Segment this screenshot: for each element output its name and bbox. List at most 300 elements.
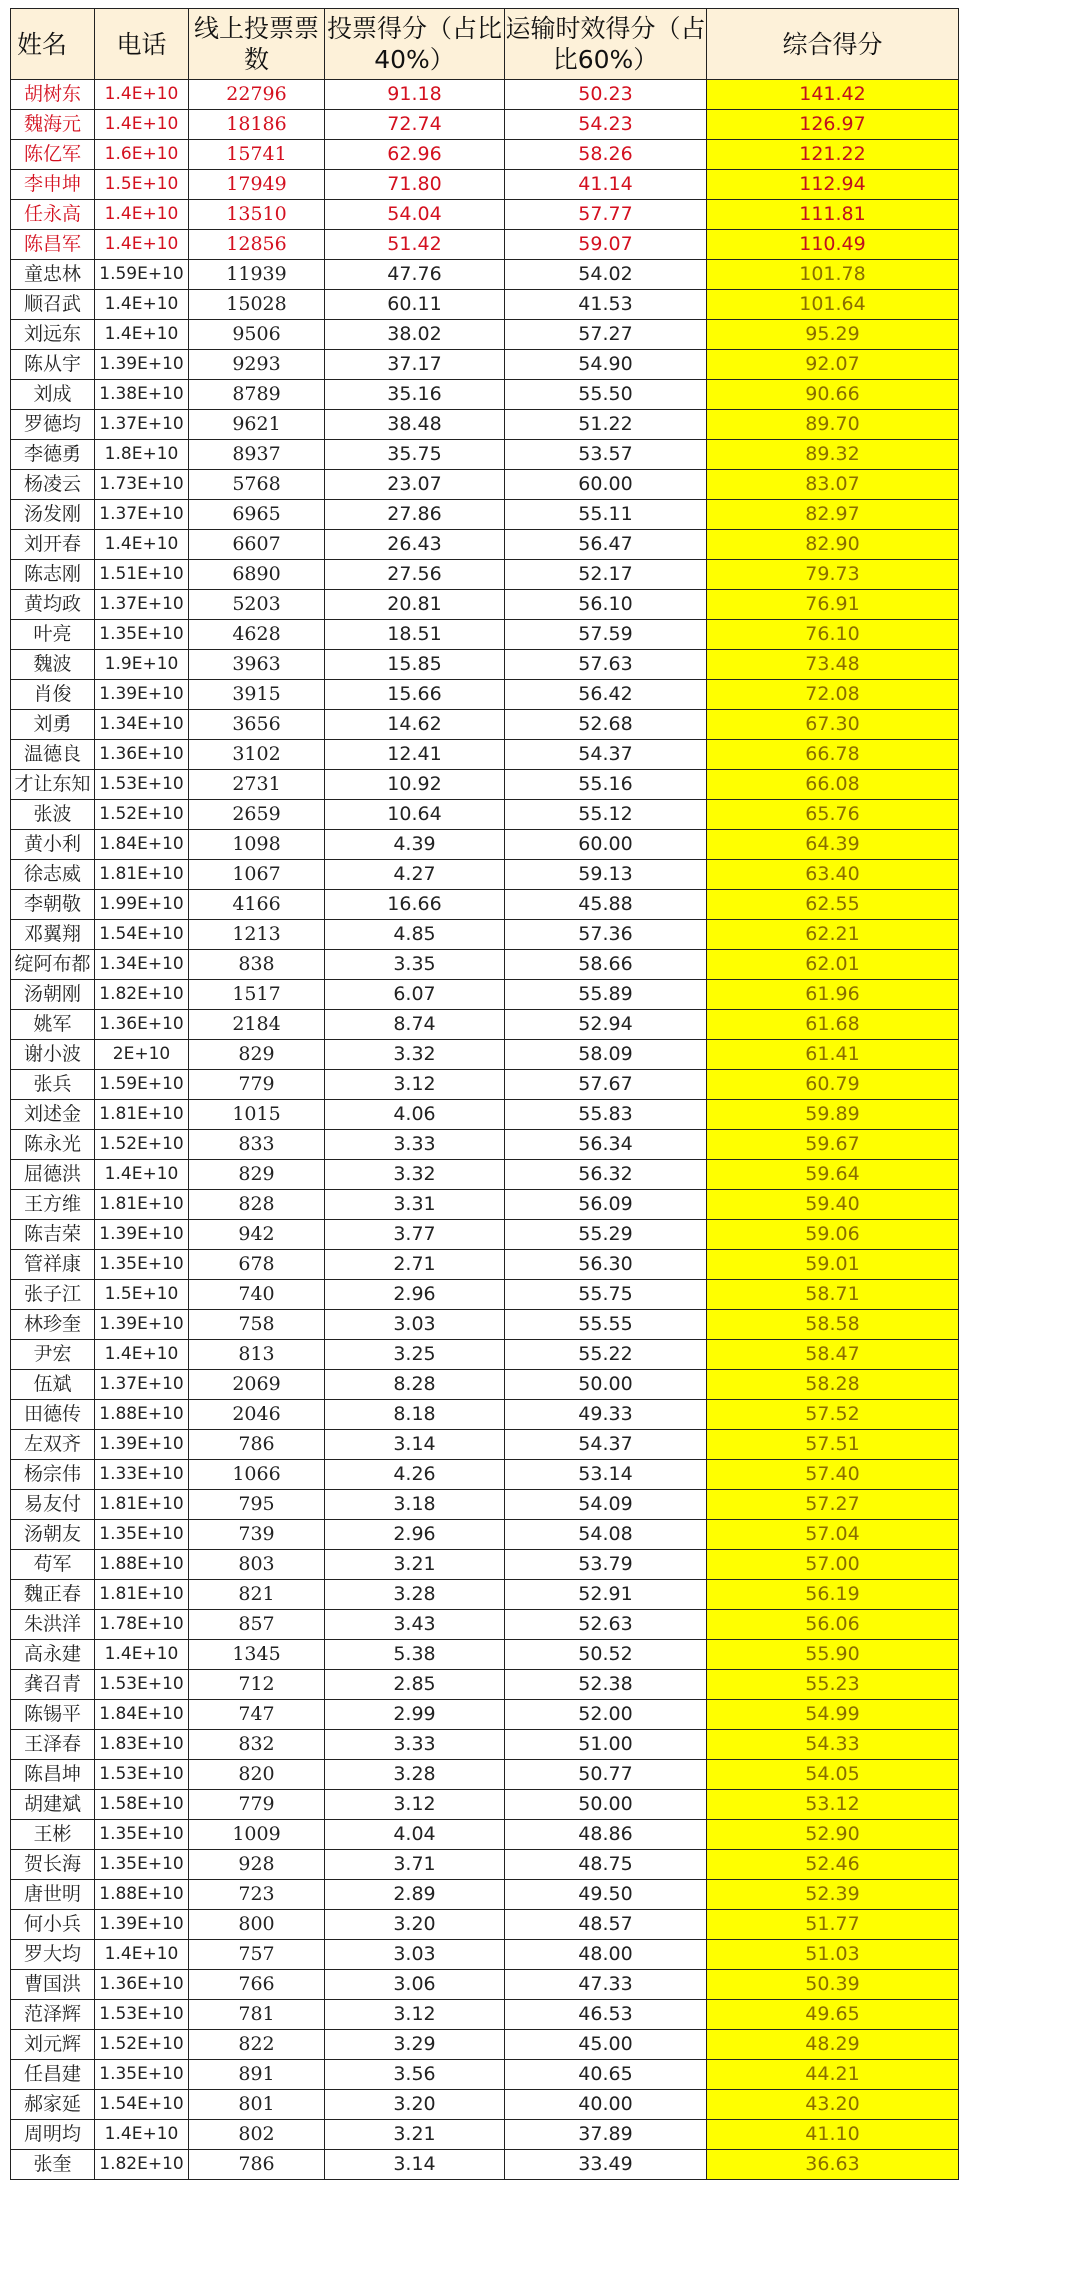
- cell-transport-score[interactable]: 50.23: [505, 80, 707, 110]
- cell-votes[interactable]: 678: [189, 1250, 325, 1280]
- cell-transport-score[interactable]: 48.75: [505, 1850, 707, 1880]
- cell-transport-score[interactable]: 49.50: [505, 1880, 707, 1910]
- cell-total-score[interactable]: 63.40: [707, 860, 959, 890]
- cell-vote-score[interactable]: 91.18: [325, 80, 505, 110]
- cell-name[interactable]: 管祥康: [11, 1250, 95, 1280]
- cell-vote-score[interactable]: 3.56: [325, 2060, 505, 2090]
- cell-phone[interactable]: 1.37E+10: [95, 1370, 189, 1400]
- cell-total-score[interactable]: 95.29: [707, 320, 959, 350]
- cell-phone[interactable]: 1.36E+10: [95, 740, 189, 770]
- cell-phone[interactable]: 1.81E+10: [95, 1100, 189, 1130]
- cell-vote-score[interactable]: 3.25: [325, 1340, 505, 1370]
- cell-name[interactable]: 田德传: [11, 1400, 95, 1430]
- cell-name[interactable]: 胡建斌: [11, 1790, 95, 1820]
- cell-name[interactable]: 魏正春: [11, 1580, 95, 1610]
- cell-name[interactable]: 易友付: [11, 1490, 95, 1520]
- cell-name[interactable]: 周明均: [11, 2120, 95, 2150]
- cell-transport-score[interactable]: 56.30: [505, 1250, 707, 1280]
- cell-phone[interactable]: 1.5E+10: [95, 1280, 189, 1310]
- cell-phone[interactable]: 1.4E+10: [95, 1340, 189, 1370]
- cell-phone[interactable]: 1.58E+10: [95, 1790, 189, 1820]
- cell-transport-score[interactable]: 54.02: [505, 260, 707, 290]
- cell-phone[interactable]: 1.88E+10: [95, 1550, 189, 1580]
- cell-name[interactable]: 何小兵: [11, 1910, 95, 1940]
- cell-votes[interactable]: 1015: [189, 1100, 325, 1130]
- cell-vote-score[interactable]: 38.48: [325, 410, 505, 440]
- cell-total-score[interactable]: 62.55: [707, 890, 959, 920]
- cell-name[interactable]: 屈德洪: [11, 1160, 95, 1190]
- cell-vote-score[interactable]: 72.74: [325, 110, 505, 140]
- cell-total-score[interactable]: 58.28: [707, 1370, 959, 1400]
- cell-total-score[interactable]: 52.90: [707, 1820, 959, 1850]
- cell-total-score[interactable]: 50.39: [707, 1970, 959, 2000]
- cell-phone[interactable]: 1.52E+10: [95, 800, 189, 830]
- cell-vote-score[interactable]: 3.29: [325, 2030, 505, 2060]
- cell-total-score[interactable]: 56.19: [707, 1580, 959, 1610]
- cell-votes[interactable]: 2731: [189, 770, 325, 800]
- cell-name[interactable]: 刘元辉: [11, 2030, 95, 2060]
- cell-votes[interactable]: 813: [189, 1340, 325, 1370]
- cell-votes[interactable]: 712: [189, 1670, 325, 1700]
- cell-votes[interactable]: 15741: [189, 140, 325, 170]
- header-total-score[interactable]: 综合得分: [707, 9, 959, 80]
- cell-name[interactable]: 张奎: [11, 2150, 95, 2180]
- cell-total-score[interactable]: 58.71: [707, 1280, 959, 1310]
- cell-phone[interactable]: 1.8E+10: [95, 440, 189, 470]
- cell-votes[interactable]: 1067: [189, 860, 325, 890]
- cell-name[interactable]: 郝家延: [11, 2090, 95, 2120]
- cell-name[interactable]: 王方维: [11, 1190, 95, 1220]
- cell-name[interactable]: 杨宗伟: [11, 1460, 95, 1490]
- cell-name[interactable]: 高永建: [11, 1640, 95, 1670]
- cell-phone[interactable]: 1.81E+10: [95, 860, 189, 890]
- cell-transport-score[interactable]: 57.59: [505, 620, 707, 650]
- cell-vote-score[interactable]: 3.77: [325, 1220, 505, 1250]
- cell-phone[interactable]: 1.4E+10: [95, 1640, 189, 1670]
- cell-transport-score[interactable]: 57.27: [505, 320, 707, 350]
- cell-vote-score[interactable]: 3.03: [325, 1310, 505, 1340]
- header-phone[interactable]: 电话: [95, 9, 189, 80]
- cell-phone[interactable]: 1.35E+10: [95, 1250, 189, 1280]
- cell-name[interactable]: 才让东知: [11, 770, 95, 800]
- cell-total-score[interactable]: 58.58: [707, 1310, 959, 1340]
- cell-name[interactable]: 李朝敬: [11, 890, 95, 920]
- cell-vote-score[interactable]: 3.14: [325, 2150, 505, 2180]
- cell-vote-score[interactable]: 4.85: [325, 920, 505, 950]
- cell-phone[interactable]: 1.4E+10: [95, 2120, 189, 2150]
- cell-transport-score[interactable]: 55.12: [505, 800, 707, 830]
- cell-phone[interactable]: 1.53E+10: [95, 1760, 189, 1790]
- cell-total-score[interactable]: 36.63: [707, 2150, 959, 2180]
- cell-votes[interactable]: 13510: [189, 200, 325, 230]
- cell-votes[interactable]: 779: [189, 1790, 325, 1820]
- cell-phone[interactable]: 1.78E+10: [95, 1610, 189, 1640]
- cell-vote-score[interactable]: 18.51: [325, 620, 505, 650]
- cell-phone[interactable]: 1.35E+10: [95, 1520, 189, 1550]
- cell-transport-score[interactable]: 50.00: [505, 1370, 707, 1400]
- cell-transport-score[interactable]: 56.10: [505, 590, 707, 620]
- cell-total-score[interactable]: 67.30: [707, 710, 959, 740]
- cell-vote-score[interactable]: 16.66: [325, 890, 505, 920]
- cell-votes[interactable]: 766: [189, 1970, 325, 2000]
- cell-total-score[interactable]: 51.77: [707, 1910, 959, 1940]
- cell-name[interactable]: 刘远东: [11, 320, 95, 350]
- cell-votes[interactable]: 928: [189, 1850, 325, 1880]
- cell-transport-score[interactable]: 48.86: [505, 1820, 707, 1850]
- cell-name[interactable]: 贺长海: [11, 1850, 95, 1880]
- cell-phone[interactable]: 1.4E+10: [95, 110, 189, 140]
- cell-vote-score[interactable]: 3.14: [325, 1430, 505, 1460]
- cell-total-score[interactable]: 57.40: [707, 1460, 959, 1490]
- cell-total-score[interactable]: 89.32: [707, 440, 959, 470]
- cell-votes[interactable]: 740: [189, 1280, 325, 1310]
- cell-votes[interactable]: 6890: [189, 560, 325, 590]
- cell-phone[interactable]: 1.4E+10: [95, 200, 189, 230]
- cell-vote-score[interactable]: 4.39: [325, 830, 505, 860]
- cell-vote-score[interactable]: 54.04: [325, 200, 505, 230]
- cell-total-score[interactable]: 49.65: [707, 2000, 959, 2030]
- cell-phone[interactable]: 1.39E+10: [95, 1910, 189, 1940]
- cell-votes[interactable]: 2659: [189, 800, 325, 830]
- cell-name[interactable]: 李德勇: [11, 440, 95, 470]
- cell-total-score[interactable]: 72.08: [707, 680, 959, 710]
- cell-transport-score[interactable]: 56.32: [505, 1160, 707, 1190]
- cell-transport-score[interactable]: 49.33: [505, 1400, 707, 1430]
- cell-transport-score[interactable]: 45.00: [505, 2030, 707, 2060]
- cell-phone[interactable]: 1.99E+10: [95, 890, 189, 920]
- cell-phone[interactable]: 1.35E+10: [95, 2060, 189, 2090]
- header-transport-score[interactable]: 运输时效得分（占比60%）: [505, 9, 707, 80]
- cell-vote-score[interactable]: 2.85: [325, 1670, 505, 1700]
- cell-name[interactable]: 叶亮: [11, 620, 95, 650]
- cell-votes[interactable]: 9293: [189, 350, 325, 380]
- cell-votes[interactable]: 779: [189, 1070, 325, 1100]
- cell-name[interactable]: 左双齐: [11, 1430, 95, 1460]
- cell-vote-score[interactable]: 3.20: [325, 2090, 505, 2120]
- cell-votes[interactable]: 3102: [189, 740, 325, 770]
- cell-name[interactable]: 陈锡平: [11, 1700, 95, 1730]
- cell-phone[interactable]: 1.4E+10: [95, 230, 189, 260]
- cell-total-score[interactable]: 61.96: [707, 980, 959, 1010]
- cell-votes[interactable]: 8789: [189, 380, 325, 410]
- cell-vote-score[interactable]: 3.35: [325, 950, 505, 980]
- cell-votes[interactable]: 6607: [189, 530, 325, 560]
- cell-total-score[interactable]: 82.97: [707, 500, 959, 530]
- cell-total-score[interactable]: 66.78: [707, 740, 959, 770]
- cell-transport-score[interactable]: 51.22: [505, 410, 707, 440]
- cell-name[interactable]: 龚召青: [11, 1670, 95, 1700]
- cell-votes[interactable]: 1009: [189, 1820, 325, 1850]
- cell-transport-score[interactable]: 55.29: [505, 1220, 707, 1250]
- cell-total-score[interactable]: 101.64: [707, 290, 959, 320]
- cell-phone[interactable]: 2E+10: [95, 1040, 189, 1070]
- cell-total-score[interactable]: 112.94: [707, 170, 959, 200]
- cell-total-score[interactable]: 57.27: [707, 1490, 959, 1520]
- cell-name[interactable]: 张兵: [11, 1070, 95, 1100]
- cell-phone[interactable]: 1.81E+10: [95, 1190, 189, 1220]
- cell-votes[interactable]: 9506: [189, 320, 325, 350]
- cell-transport-score[interactable]: 54.90: [505, 350, 707, 380]
- cell-phone[interactable]: 1.39E+10: [95, 1310, 189, 1340]
- cell-total-score[interactable]: 82.90: [707, 530, 959, 560]
- cell-name[interactable]: 王泽春: [11, 1730, 95, 1760]
- cell-vote-score[interactable]: 35.75: [325, 440, 505, 470]
- cell-name[interactable]: 温德良: [11, 740, 95, 770]
- cell-transport-score[interactable]: 52.00: [505, 1700, 707, 1730]
- cell-vote-score[interactable]: 2.89: [325, 1880, 505, 1910]
- cell-phone[interactable]: 1.73E+10: [95, 470, 189, 500]
- cell-transport-score[interactable]: 54.37: [505, 740, 707, 770]
- cell-name[interactable]: 胡树东: [11, 80, 95, 110]
- cell-total-score[interactable]: 61.68: [707, 1010, 959, 1040]
- cell-phone[interactable]: 1.33E+10: [95, 1460, 189, 1490]
- cell-total-score[interactable]: 126.97: [707, 110, 959, 140]
- cell-vote-score[interactable]: 12.41: [325, 740, 505, 770]
- cell-phone[interactable]: 1.4E+10: [95, 1160, 189, 1190]
- cell-vote-score[interactable]: 3.18: [325, 1490, 505, 1520]
- cell-votes[interactable]: 786: [189, 1430, 325, 1460]
- cell-vote-score[interactable]: 3.32: [325, 1040, 505, 1070]
- cell-name[interactable]: 陈永光: [11, 1130, 95, 1160]
- cell-name[interactable]: 朱洪洋: [11, 1610, 95, 1640]
- cell-phone[interactable]: 1.39E+10: [95, 680, 189, 710]
- cell-transport-score[interactable]: 57.77: [505, 200, 707, 230]
- cell-votes[interactable]: 801: [189, 2090, 325, 2120]
- cell-votes[interactable]: 2184: [189, 1010, 325, 1040]
- cell-transport-score[interactable]: 40.65: [505, 2060, 707, 2090]
- cell-vote-score[interactable]: 3.71: [325, 1850, 505, 1880]
- cell-vote-score[interactable]: 3.21: [325, 2120, 505, 2150]
- cell-total-score[interactable]: 59.40: [707, 1190, 959, 1220]
- cell-votes[interactable]: 4628: [189, 620, 325, 650]
- cell-transport-score[interactable]: 52.68: [505, 710, 707, 740]
- cell-vote-score[interactable]: 35.16: [325, 380, 505, 410]
- cell-vote-score[interactable]: 3.28: [325, 1580, 505, 1610]
- cell-transport-score[interactable]: 55.22: [505, 1340, 707, 1370]
- cell-name[interactable]: 黄均政: [11, 590, 95, 620]
- cell-total-score[interactable]: 66.08: [707, 770, 959, 800]
- cell-phone[interactable]: 1.4E+10: [95, 1940, 189, 1970]
- cell-phone[interactable]: 1.88E+10: [95, 1880, 189, 1910]
- cell-phone[interactable]: 1.39E+10: [95, 1220, 189, 1250]
- cell-total-score[interactable]: 55.23: [707, 1670, 959, 1700]
- cell-votes[interactable]: 4166: [189, 890, 325, 920]
- cell-name[interactable]: 汤发刚: [11, 500, 95, 530]
- cell-name[interactable]: 魏海元: [11, 110, 95, 140]
- cell-votes[interactable]: 723: [189, 1880, 325, 1910]
- cell-transport-score[interactable]: 58.26: [505, 140, 707, 170]
- cell-transport-score[interactable]: 40.00: [505, 2090, 707, 2120]
- cell-name[interactable]: 姚军: [11, 1010, 95, 1040]
- cell-name[interactable]: 王彬: [11, 1820, 95, 1850]
- cell-votes[interactable]: 22796: [189, 80, 325, 110]
- cell-phone[interactable]: 1.53E+10: [95, 1670, 189, 1700]
- cell-votes[interactable]: 1066: [189, 1460, 325, 1490]
- cell-transport-score[interactable]: 56.34: [505, 1130, 707, 1160]
- cell-phone[interactable]: 1.4E+10: [95, 320, 189, 350]
- cell-total-score[interactable]: 59.01: [707, 1250, 959, 1280]
- cell-name[interactable]: 刘开春: [11, 530, 95, 560]
- cell-votes[interactable]: 857: [189, 1610, 325, 1640]
- cell-votes[interactable]: 786: [189, 2150, 325, 2180]
- cell-votes[interactable]: 758: [189, 1310, 325, 1340]
- cell-total-score[interactable]: 62.21: [707, 920, 959, 950]
- cell-phone[interactable]: 1.84E+10: [95, 1700, 189, 1730]
- cell-votes[interactable]: 802: [189, 2120, 325, 2150]
- cell-vote-score[interactable]: 37.17: [325, 350, 505, 380]
- cell-transport-score[interactable]: 57.63: [505, 650, 707, 680]
- cell-votes[interactable]: 822: [189, 2030, 325, 2060]
- cell-votes[interactable]: 838: [189, 950, 325, 980]
- cell-total-score[interactable]: 54.05: [707, 1760, 959, 1790]
- cell-total-score[interactable]: 55.90: [707, 1640, 959, 1670]
- cell-votes[interactable]: 795: [189, 1490, 325, 1520]
- cell-total-score[interactable]: 141.42: [707, 80, 959, 110]
- cell-vote-score[interactable]: 5.38: [325, 1640, 505, 1670]
- header-name[interactable]: 姓名: [11, 9, 95, 80]
- cell-transport-score[interactable]: 56.47: [505, 530, 707, 560]
- cell-transport-score[interactable]: 48.00: [505, 1940, 707, 1970]
- cell-phone[interactable]: 1.5E+10: [95, 170, 189, 200]
- cell-vote-score[interactable]: 3.33: [325, 1730, 505, 1760]
- cell-phone[interactable]: 1.52E+10: [95, 1130, 189, 1160]
- cell-phone[interactable]: 1.35E+10: [95, 1850, 189, 1880]
- cell-votes[interactable]: 803: [189, 1550, 325, 1580]
- cell-name[interactable]: 陈昌坤: [11, 1760, 95, 1790]
- cell-name[interactable]: 邓翼翔: [11, 920, 95, 950]
- cell-votes[interactable]: 821: [189, 1580, 325, 1610]
- cell-transport-score[interactable]: 50.52: [505, 1640, 707, 1670]
- cell-vote-score[interactable]: 14.62: [325, 710, 505, 740]
- cell-votes[interactable]: 1345: [189, 1640, 325, 1670]
- cell-name[interactable]: 任永高: [11, 200, 95, 230]
- cell-vote-score[interactable]: 23.07: [325, 470, 505, 500]
- cell-name[interactable]: 汤朝友: [11, 1520, 95, 1550]
- cell-transport-score[interactable]: 46.53: [505, 2000, 707, 2030]
- cell-name[interactable]: 顺召武: [11, 290, 95, 320]
- cell-vote-score[interactable]: 4.06: [325, 1100, 505, 1130]
- cell-total-score[interactable]: 111.81: [707, 200, 959, 230]
- cell-total-score[interactable]: 54.33: [707, 1730, 959, 1760]
- cell-vote-score[interactable]: 2.96: [325, 1520, 505, 1550]
- cell-name[interactable]: 绽阿布都: [11, 950, 95, 980]
- cell-name[interactable]: 伍斌: [11, 1370, 95, 1400]
- cell-name[interactable]: 唐世明: [11, 1880, 95, 1910]
- cell-name[interactable]: 任昌建: [11, 2060, 95, 2090]
- cell-phone[interactable]: 1.34E+10: [95, 710, 189, 740]
- cell-total-score[interactable]: 60.79: [707, 1070, 959, 1100]
- cell-vote-score[interactable]: 38.02: [325, 320, 505, 350]
- cell-vote-score[interactable]: 8.28: [325, 1370, 505, 1400]
- cell-votes[interactable]: 5203: [189, 590, 325, 620]
- cell-total-score[interactable]: 56.06: [707, 1610, 959, 1640]
- cell-name[interactable]: 刘述金: [11, 1100, 95, 1130]
- cell-phone[interactable]: 1.81E+10: [95, 1490, 189, 1520]
- cell-votes[interactable]: 15028: [189, 290, 325, 320]
- cell-vote-score[interactable]: 8.18: [325, 1400, 505, 1430]
- cell-vote-score[interactable]: 4.26: [325, 1460, 505, 1490]
- cell-vote-score[interactable]: 3.33: [325, 1130, 505, 1160]
- cell-transport-score[interactable]: 54.08: [505, 1520, 707, 1550]
- cell-total-score[interactable]: 57.51: [707, 1430, 959, 1460]
- cell-name[interactable]: 刘成: [11, 380, 95, 410]
- cell-votes[interactable]: 12856: [189, 230, 325, 260]
- cell-vote-score[interactable]: 60.11: [325, 290, 505, 320]
- cell-total-score[interactable]: 57.00: [707, 1550, 959, 1580]
- cell-total-score[interactable]: 43.20: [707, 2090, 959, 2120]
- cell-vote-score[interactable]: 6.07: [325, 980, 505, 1010]
- cell-votes[interactable]: 3915: [189, 680, 325, 710]
- header-vote-score[interactable]: 投票得分（占比40%）: [325, 9, 505, 80]
- cell-votes[interactable]: 6965: [189, 500, 325, 530]
- cell-name[interactable]: 陈昌军: [11, 230, 95, 260]
- cell-phone[interactable]: 1.36E+10: [95, 1970, 189, 2000]
- cell-transport-score[interactable]: 55.50: [505, 380, 707, 410]
- cell-vote-score[interactable]: 3.31: [325, 1190, 505, 1220]
- cell-phone[interactable]: 1.34E+10: [95, 950, 189, 980]
- cell-transport-score[interactable]: 41.14: [505, 170, 707, 200]
- cell-phone[interactable]: 1.51E+10: [95, 560, 189, 590]
- cell-transport-score[interactable]: 54.09: [505, 1490, 707, 1520]
- cell-phone[interactable]: 1.9E+10: [95, 650, 189, 680]
- cell-phone[interactable]: 1.35E+10: [95, 1820, 189, 1850]
- cell-transport-score[interactable]: 55.89: [505, 980, 707, 1010]
- cell-name[interactable]: 徐志威: [11, 860, 95, 890]
- cell-votes[interactable]: 11939: [189, 260, 325, 290]
- cell-phone[interactable]: 1.39E+10: [95, 1430, 189, 1460]
- cell-votes[interactable]: 739: [189, 1520, 325, 1550]
- cell-phone[interactable]: 1.82E+10: [95, 2150, 189, 2180]
- cell-phone[interactable]: 1.54E+10: [95, 2090, 189, 2120]
- cell-vote-score[interactable]: 2.99: [325, 1700, 505, 1730]
- cell-votes[interactable]: 2069: [189, 1370, 325, 1400]
- cell-total-score[interactable]: 61.41: [707, 1040, 959, 1070]
- cell-transport-score[interactable]: 45.88: [505, 890, 707, 920]
- cell-phone[interactable]: 1.53E+10: [95, 770, 189, 800]
- cell-name[interactable]: 魏波: [11, 650, 95, 680]
- cell-total-score[interactable]: 62.01: [707, 950, 959, 980]
- cell-vote-score[interactable]: 3.06: [325, 1970, 505, 2000]
- cell-name[interactable]: 陈亿军: [11, 140, 95, 170]
- cell-vote-score[interactable]: 3.20: [325, 1910, 505, 1940]
- cell-phone[interactable]: 1.59E+10: [95, 1070, 189, 1100]
- cell-total-score[interactable]: 110.49: [707, 230, 959, 260]
- cell-phone[interactable]: 1.81E+10: [95, 1580, 189, 1610]
- cell-phone[interactable]: 1.53E+10: [95, 2000, 189, 2030]
- cell-phone[interactable]: 1.37E+10: [95, 410, 189, 440]
- cell-transport-score[interactable]: 58.66: [505, 950, 707, 980]
- cell-votes[interactable]: 891: [189, 2060, 325, 2090]
- cell-phone[interactable]: 1.54E+10: [95, 920, 189, 950]
- cell-vote-score[interactable]: 62.96: [325, 140, 505, 170]
- cell-name[interactable]: 陈吉荣: [11, 1220, 95, 1250]
- cell-phone[interactable]: 1.36E+10: [95, 1010, 189, 1040]
- cell-transport-score[interactable]: 55.16: [505, 770, 707, 800]
- cell-vote-score[interactable]: 2.71: [325, 1250, 505, 1280]
- cell-transport-score[interactable]: 59.07: [505, 230, 707, 260]
- cell-vote-score[interactable]: 3.03: [325, 1940, 505, 1970]
- cell-vote-score[interactable]: 51.42: [325, 230, 505, 260]
- cell-total-score[interactable]: 48.29: [707, 2030, 959, 2060]
- cell-vote-score[interactable]: 4.04: [325, 1820, 505, 1850]
- cell-vote-score[interactable]: 10.92: [325, 770, 505, 800]
- cell-transport-score[interactable]: 56.09: [505, 1190, 707, 1220]
- cell-phone[interactable]: 1.4E+10: [95, 530, 189, 560]
- cell-phone[interactable]: 1.37E+10: [95, 590, 189, 620]
- cell-transport-score[interactable]: 57.67: [505, 1070, 707, 1100]
- cell-votes[interactable]: 3656: [189, 710, 325, 740]
- cell-vote-score[interactable]: 3.28: [325, 1760, 505, 1790]
